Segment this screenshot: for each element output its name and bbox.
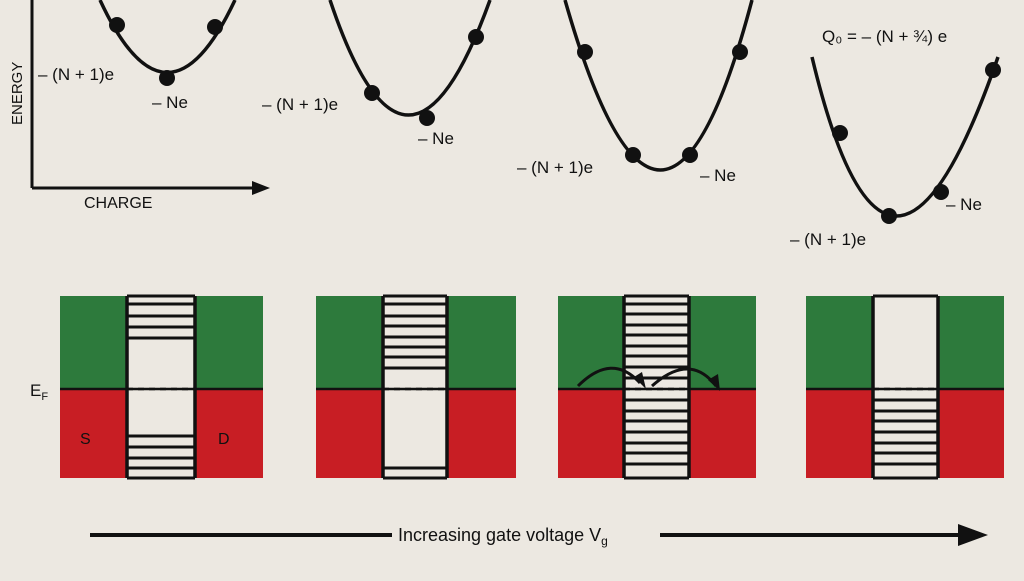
gate-voltage-label: Increasing gate voltage $V_g$ [398,525,608,548]
charge-state-dot [832,125,848,141]
gate-voltage-arrowhead [958,524,988,546]
charge-state-dot [682,147,698,163]
charge-label-n: – Ne [700,166,736,185]
charge-label-n: – Ne [418,129,454,148]
fermi-level-label: $E_F$ [30,381,49,403]
energy-charge-axes [32,0,270,195]
charge-label-n: – Ne [946,195,982,214]
charge-state-dot [577,44,593,60]
charge-label-n-plus-1: – (N + 1)e [262,95,339,114]
charge-state-dot [625,147,641,163]
charge-state-dot [109,17,125,33]
charge-state-dot [881,208,897,224]
quantum-dot-well [383,296,447,478]
charge-label-n-plus-1: – (N + 1)e [790,230,867,249]
charge-state-dot [207,19,223,35]
q0-label: Q₀ = – (N + ¾) e [822,27,948,46]
charge-state-dot [468,29,484,45]
charge-label-n-plus-1: – (N + 1)e [517,158,594,177]
band-diagrams [60,296,1004,478]
charge-state-dot [419,110,435,126]
charge-state-dot [732,44,748,60]
quantum-dot-well [127,296,195,478]
quantum-dot-well [624,296,689,478]
charge-label-n: – Ne [152,93,188,112]
x-axis-label: CHARGE [84,195,153,212]
energy-parabola-2 [330,0,490,115]
charge-label-n-plus-1: – (N + 1)e [38,65,115,84]
drain-label: D [218,431,230,448]
source-label: S [80,431,91,448]
energy-parabola-1 [100,0,235,73]
quantum-dot-well [873,296,938,478]
charge-state-dot [364,85,380,101]
y-axis-label: ENERGY [9,61,26,125]
energy-parabola-3 [565,0,752,170]
charge-state-dot [159,70,175,86]
charge-state-dot [985,62,1001,78]
